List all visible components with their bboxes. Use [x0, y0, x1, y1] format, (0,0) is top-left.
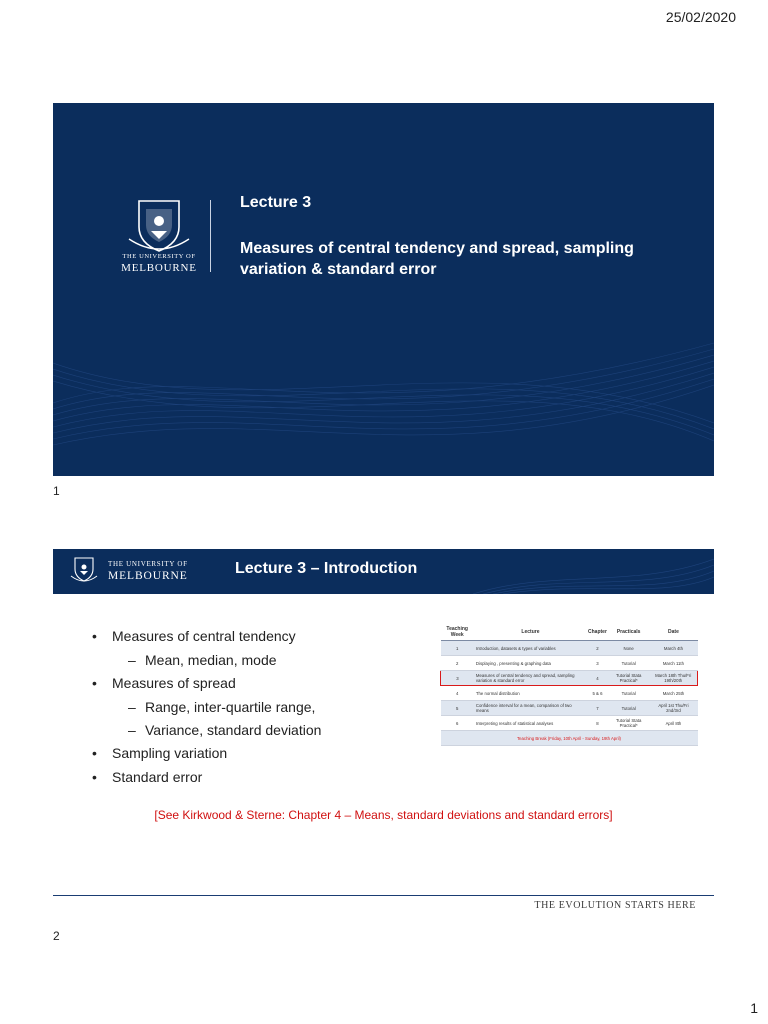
university-name-line2: MELBOURNE — [108, 570, 188, 582]
slide2-header — [53, 549, 714, 594]
slide1-subtitle: Measures of central tendency and spread, sampling variation & standard error — [240, 240, 634, 278]
bullet-item: • Measures of spread — [92, 673, 402, 697]
table-cell: March 25th — [649, 686, 697, 701]
table-row — [441, 701, 698, 716]
university-crest-icon — [69, 556, 99, 588]
table-cell: 7 — [587, 701, 608, 716]
table-cell: 5 & 6 — [587, 686, 608, 701]
tagline: THE EVOLUTION STARTS HERE — [534, 900, 696, 911]
table-cell: Tutorial — [608, 701, 649, 716]
sub-bullet-item: – Mean, median, mode — [92, 650, 402, 673]
bullet-list — [92, 626, 402, 791]
table-row — [441, 656, 698, 671]
teaching-break-row — [441, 731, 698, 746]
table-cell: March 4th — [649, 641, 697, 656]
slide2-title: Lecture 3 – Introduction — [235, 560, 418, 577]
wave-background — [53, 103, 714, 476]
table-cell: Tutorial Stata Practical* — [608, 671, 649, 686]
table-header-cell: Lecture — [474, 624, 587, 641]
table-cell: 2 — [441, 656, 474, 671]
university-name-line2: MELBOURNE — [121, 262, 197, 274]
slide1-number: 1 — [53, 484, 60, 498]
table-cell: 4 — [441, 686, 474, 701]
table-cell: The normal distribution — [474, 686, 587, 701]
table-cell: 2 — [587, 641, 608, 656]
document-date: 25/02/2020 — [665, 9, 736, 25]
table-cell: 5 — [441, 701, 474, 716]
table-cell: Measures of central tendency and spread, sampling variation & standard error — [474, 671, 587, 686]
table-row — [441, 686, 698, 701]
table-header-cell: Practicals — [608, 624, 649, 641]
table-cell: 3 — [441, 671, 474, 686]
table-cell: Confidence interval for a mean, comparison of two means — [474, 701, 587, 716]
table-cell: 3 — [587, 656, 608, 671]
footer-line — [53, 895, 714, 896]
table-header-cell: Chapter — [587, 624, 608, 641]
table-cell: 4 — [587, 671, 608, 686]
table-row — [441, 716, 698, 731]
table-cell: March 11th — [649, 656, 697, 671]
table-cell: Introduction, datasets & types of variables — [474, 641, 587, 656]
table-cell: April 8th — [649, 716, 697, 731]
table-cell: March 18th Thu/Fri 19th/20th — [649, 671, 697, 686]
university-name-line1: THE UNIVERSITY OF — [108, 560, 188, 568]
page-number: 1 — [750, 1000, 758, 1016]
bullet-item: • Sampling variation — [92, 743, 402, 767]
sub-bullet-item: – Range, inter-quartile range, — [92, 697, 402, 720]
table-cell: None — [608, 641, 649, 656]
sub-bullet-item: – Variance, standard deviation — [92, 720, 402, 743]
slide1-title: Lecture 3 — [240, 194, 312, 211]
slide2-number: 2 — [53, 929, 60, 943]
title-slide — [53, 103, 714, 476]
table-cell: April 1st Thu/Fri 2nd/3rd — [649, 701, 697, 716]
table-cell: Interpreting results of statistical analyses — [474, 716, 587, 731]
table-row — [441, 641, 698, 656]
university-name-line1: THE UNIVERSITY OF — [122, 253, 196, 260]
bullet-item: • Standard error — [92, 767, 402, 791]
table-cell: 6 — [441, 716, 474, 731]
reference-note: [See Kirkwood & Sterne: Chapter 4 – Means, standard deviations and standard errors] — [154, 808, 613, 822]
table-header-cell: Teaching Week — [441, 624, 474, 641]
teaching-break-cell: Teaching Break (Friday, 10th April - Sunday, 19th April) — [441, 731, 698, 746]
table-cell: 8 — [587, 716, 608, 731]
table-cell: Tutorial — [608, 686, 649, 701]
table-cell: Tutorial — [608, 656, 649, 671]
table-cell: 1 — [441, 641, 474, 656]
table-cell: Tutorial Stata Practical* — [608, 716, 649, 731]
bullet-item: • Measures of central tendency — [92, 626, 402, 650]
schedule-table — [440, 624, 698, 746]
table-header-cell: Date — [649, 624, 697, 641]
table-row — [441, 671, 698, 686]
logo-divider — [210, 200, 211, 272]
table-cell: Displaying , presenting & graphing data — [474, 656, 587, 671]
